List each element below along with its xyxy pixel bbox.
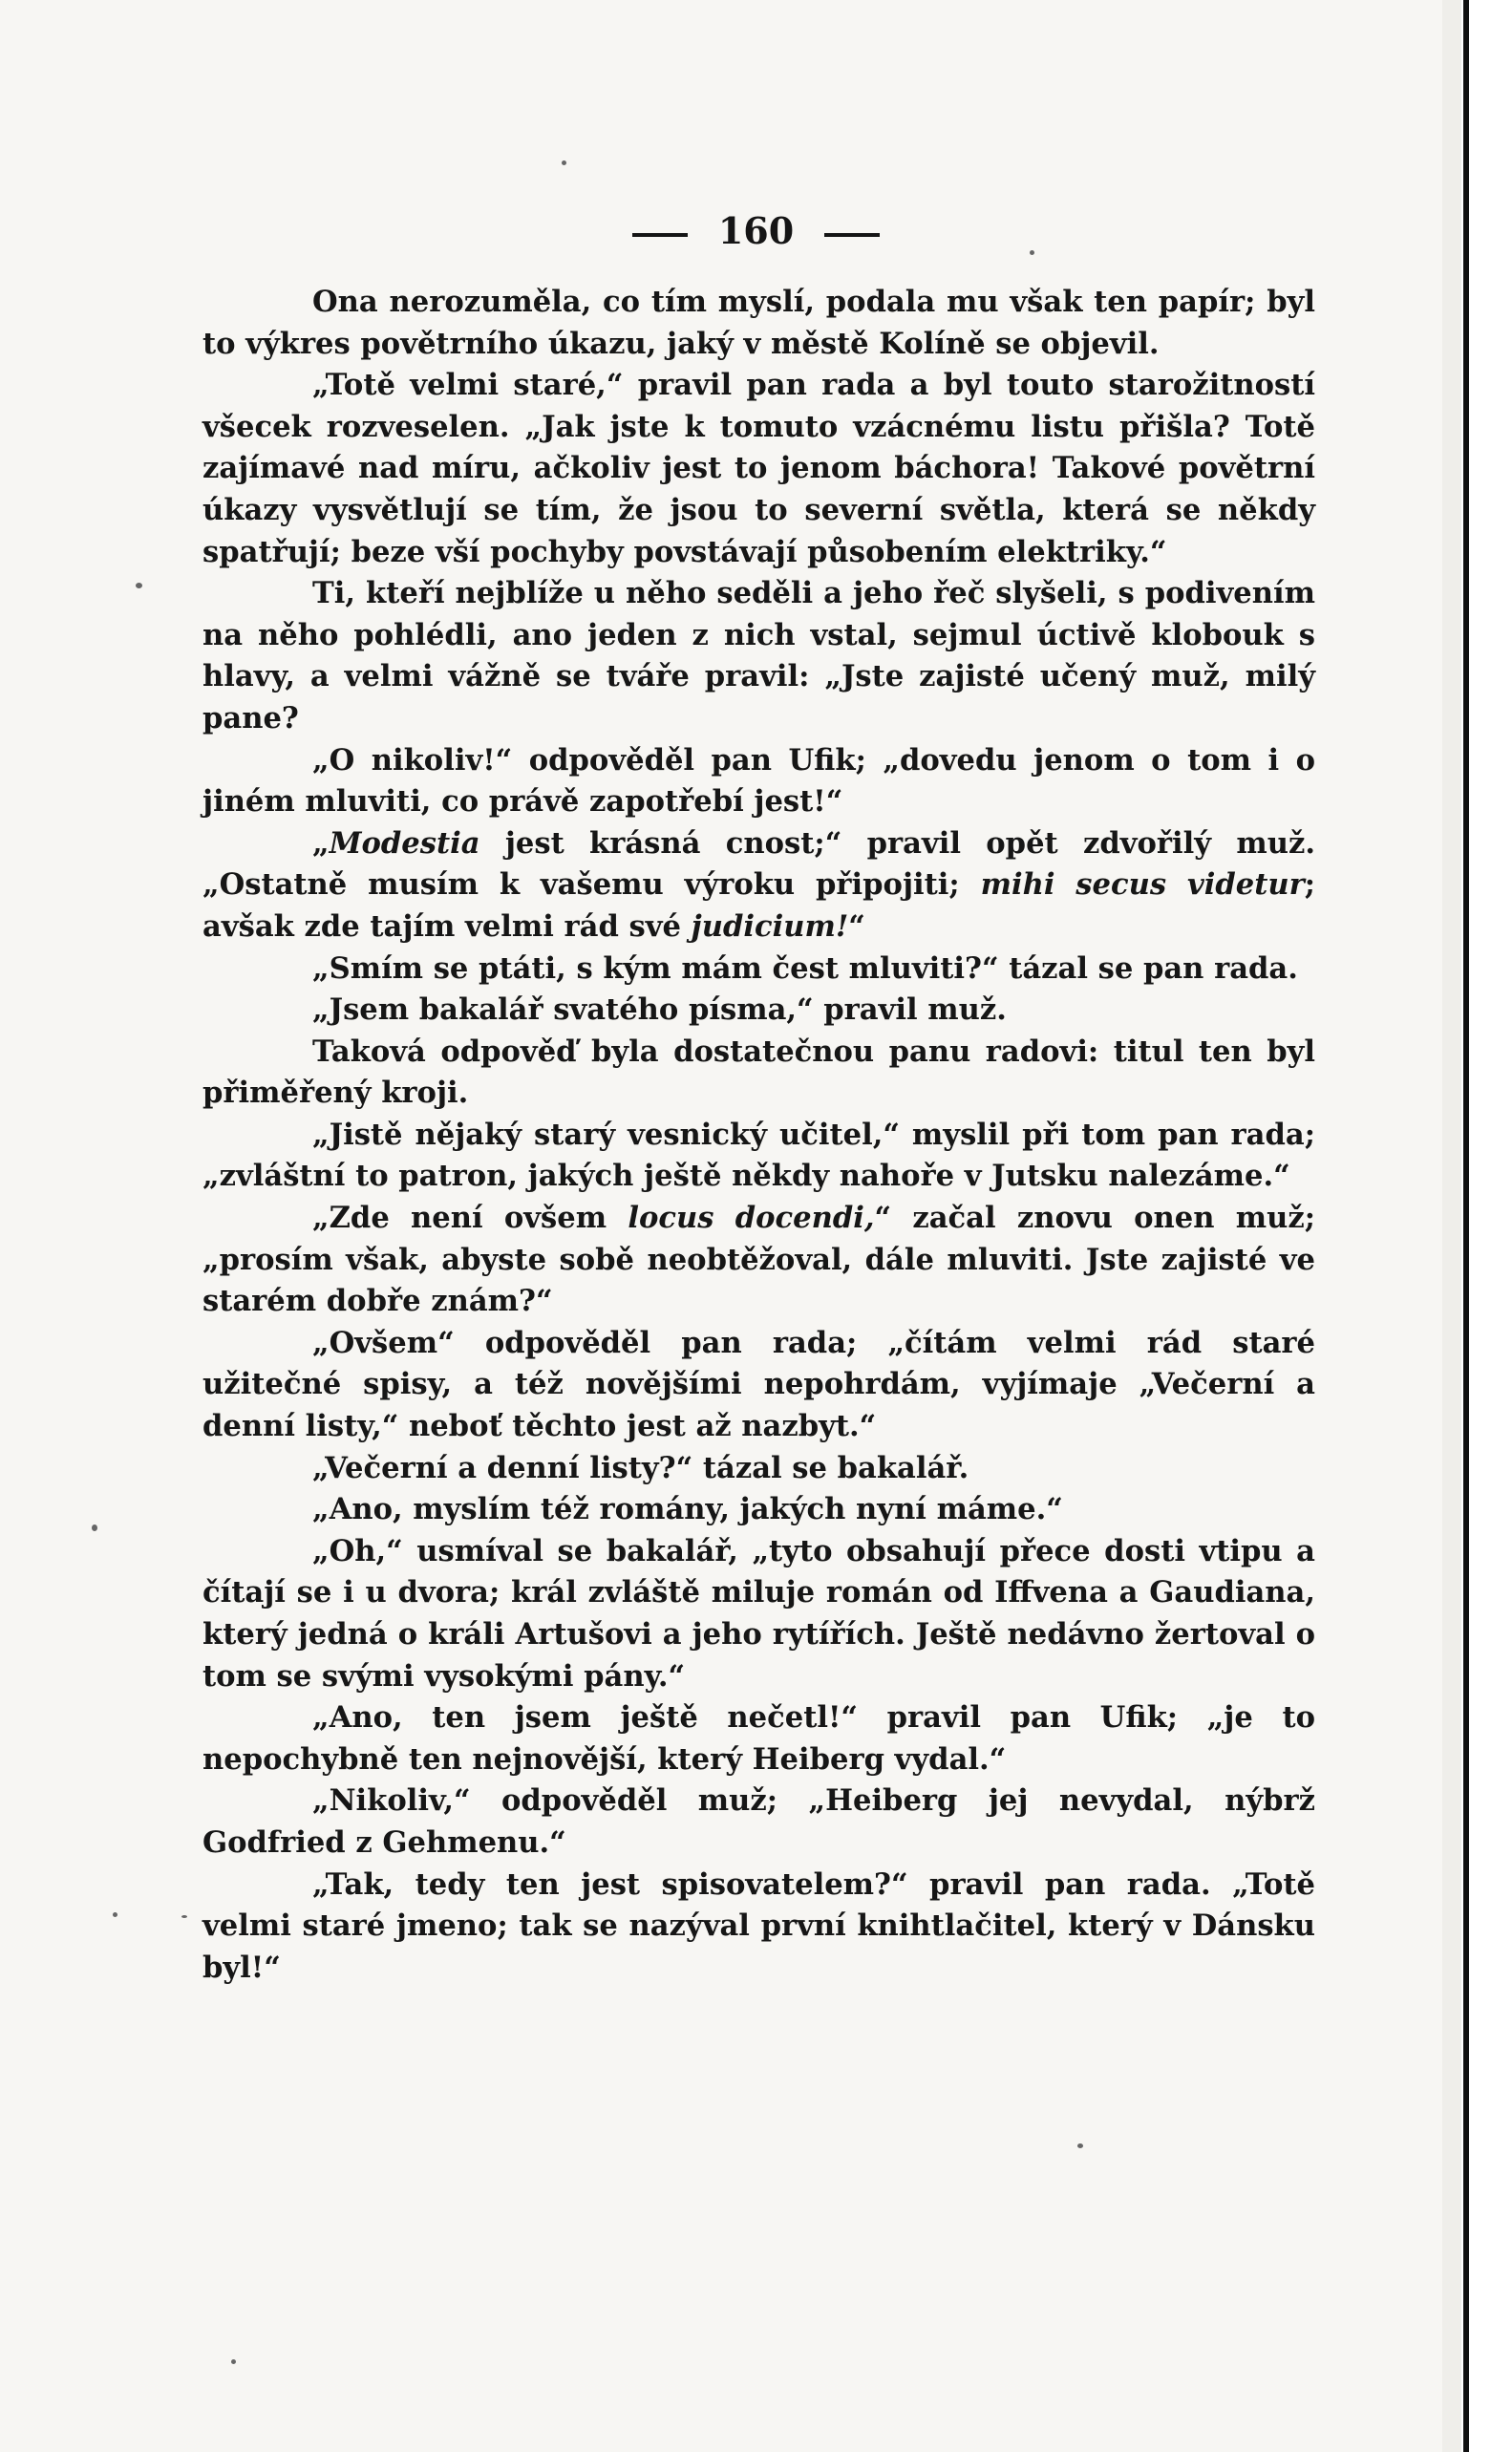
paragraph [202, 1198, 1315, 1323]
text-run: Taková odpověď byla dostatečnou panu radovi: titul ten byl přiměřený kroji. [202, 1034, 1315, 1111]
paragraph [202, 1531, 1315, 1697]
text-run: Ona nerozuměla, co tím myslí, podala mu však ten papír; byl to výkres povětrního úkazu, jaký v městě Kolíně se objevil. [202, 285, 1315, 361]
text-run: „Nikoliv,“ odpověděl muž; „Heiberg jej nevydal, nýbrž Godfried z Gehmenu.“ [202, 1783, 1315, 1860]
paragraph [202, 1697, 1315, 1780]
text-run: ; avšak zde tajím velmi rád své [202, 867, 1315, 944]
text-run: „Zde není ovšem [312, 1201, 628, 1236]
text-run: „Večerní a denní listy?“ tázal se bakalář. [312, 1450, 969, 1485]
text-run: „Tak, tedy ten jest spisovatelem?“ pravil pan rada. „Totě velmi staré jmeno; tak se nazýval první knihtlačitel, který v Dánsku byl!“ [202, 1866, 1315, 1985]
paragraph [202, 823, 1315, 949]
print-speck [92, 1525, 97, 1531]
text-run: „Jistě nějaký starý vesnický učitel,“ myslil při tom pan rada; „zvláštní to patron, jakých ještě někdy nahoře v Jutsku nalezáme.“ [202, 1117, 1315, 1194]
italic-phrase: locus docendi, [628, 1201, 875, 1236]
paragraph [202, 365, 1315, 573]
paragraph [202, 740, 1315, 823]
page-gutter-shadow [1442, 0, 1463, 2452]
text-run: „ [312, 825, 330, 861]
print-speck [1077, 2143, 1083, 2148]
text-run: „O nikoliv!“ odpověděl pan Ufik; „dovedu jenom o tom i o jiném mluviti, co právě zapotřebí jest!“ [202, 742, 1315, 820]
paragraph [202, 1323, 1315, 1448]
text-run: „Ano, ten jsem ještě nečetl!“ pravil pan Ufik; „je to nepochybně ten nejnovější, který Heiberg vydal.“ [202, 1700, 1315, 1777]
paragraph [202, 1489, 1315, 1531]
italic-phrase: Modestia [329, 825, 480, 861]
text-run: „Smím se ptáti, s kým mám čest mluviti?“ tázal se pan rada. [312, 950, 1298, 986]
text-run: jest krásná cnost;“ pravil opět zdvořilý muž. „Ostatně musím k vašemu výroku připojiti; [202, 825, 1315, 903]
text-run: “ [848, 908, 865, 944]
paragraph [202, 1115, 1315, 1198]
print-speck [113, 1912, 117, 1917]
body-text [202, 282, 1315, 1989]
print-speck [562, 160, 566, 165]
italic-phrase: judicium! [691, 908, 849, 944]
print-speck [136, 583, 142, 588]
paragraph [202, 1780, 1315, 1864]
text-run: „Jsem bakalář svatého písma,“ pravil muž. [312, 992, 1007, 1028]
page-number: 160 [717, 209, 795, 252]
text-run: „Totě velmi staré,“ pravil pan rada a byl touto starožitností všecek rozveselen. „Jak jste k tomuto vzácnému listu přišla? Totě zajímavé nad míru, ačkoliv jest to jenom báchora! Takové povětrní úkazy vysvětlují se tím, že jsou to severní světla, která se někdy spatřují; beze vší pochyby povstávají působením elektriky.“ [202, 368, 1315, 569]
paragraph [202, 1032, 1315, 1115]
print-speck [1030, 250, 1034, 255]
paragraph [202, 1448, 1315, 1490]
paragraph [202, 573, 1315, 739]
paragraph [202, 282, 1315, 365]
binding-edge-line [1463, 0, 1469, 2452]
text-run: „Oh,“ usmíval se bakalář, „tyto obsahují přece dosti vtipu a čítají se i u dvora; král zvláště miluje román od Iffvena a Gaudiana, který jedná o králi Artušovi a jeho rytířích. Ještě nedávno žertoval o tom se svými vysokými pány.“ [202, 1533, 1315, 1694]
paragraph [202, 1865, 1315, 1990]
paragraph [202, 990, 1315, 1032]
print-speck [181, 1915, 187, 1918]
header-dash-left [632, 233, 688, 237]
text-run: „Ovšem“ odpověděl pan rada; „čítám velmi rád staré užitečné spisy, a též novějšími nepohrdám, vyjímaje „Večerní a denní listy,“ neboť těchto jest až nazbyt.“ [202, 1325, 1315, 1444]
page-header [0, 203, 1512, 260]
header-dash-right [824, 233, 880, 237]
text-run: “ začal znovu onen muž; „prosím však, abyste sobě neobtěžoval, dále mluviti. Jste zajisté ve starém dobře znám?“ [202, 1201, 1316, 1319]
text-run: „Ano, myslím též romány, jakých nyní máme.“ [312, 1492, 1063, 1527]
paragraph [202, 949, 1315, 991]
print-speck [231, 2359, 236, 2364]
text-run: Ti, kteří nejblíže u něho seděli a jeho řeč slyšeli, s podivením na něho pohlédli, ano jeden z nich vstal, sejmul úctivě klobouk s hlavy, a velmi vážně se tváře pravil: „Jste zajisté učený muž, milý pane? [202, 576, 1315, 736]
italic-phrase: mihi secus videtur [980, 867, 1305, 903]
